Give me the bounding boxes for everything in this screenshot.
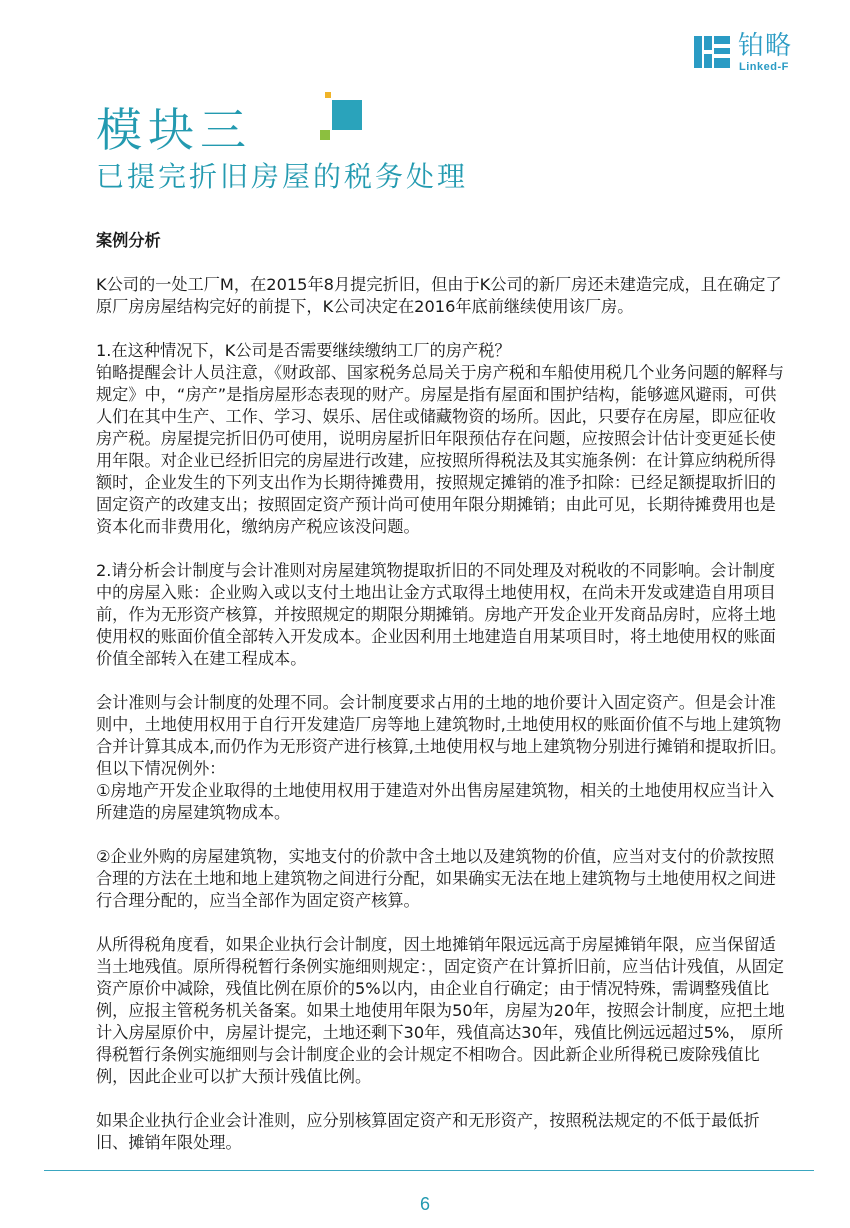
section-heading: 案例分析 — [96, 231, 161, 250]
paragraph: 会计准则与会计制度的处理不同。会计制度要求占用的土地的地价要计入固定资产。但是会计准则中，土地使用权用于自行开发建造厂房等地上建筑物时,土地使用权的账面价值不与地上建筑物合并计算其成本,而仍作为无形资产进行核算,土地使用权与地上建筑物分别进行摊销和提取折旧。但以下情况例外： — [96, 693, 787, 778]
deco-square-small — [325, 92, 331, 98]
paragraph: 从所得税角度看，如果企业执行会计制度，因土地摊销年限远远高于房屋摊销年限，应当保留适当土地残值。原所得税暂行条例实施细则规定：，固定资产在计算折旧前，应当估计残值，从固定资产原价中减除，残值比例在原价的5%以内，由企业自行确定；由于情况特殊，需调整残值比例，应报主管税务机关备案。如果土地使用年限为50年，房屋为20年，按照会计制度，应把土地计入房屋原价中，房屋计提完，土地还剩下30年，残值高达30年，残值比例远远超过5%， 原所得税暂行条例实施细则与会计制度企业的会计规定不相吻合。因此新企业所得税已废除残值比例，因此企业可以扩大预计残值比例。 — [96, 935, 785, 1086]
brand-logo — [692, 32, 810, 74]
logo-sub-text: Linked-F — [739, 61, 789, 73]
paragraph: ②企业外购的房屋建筑物，实地支付的价款中含土地以及建筑物的价值，应当对支付的价款按照合理的方法在土地和地上建筑物之间进行分配，如果确实无法在地上建筑物与土地使用权之间进行合理分配的，应当全部作为固定资产核算。 — [96, 847, 776, 910]
deco-square-large — [332, 100, 362, 130]
paragraph: 如果企业执行企业会计准则，应分别核算固定资产和无形资产，按照税法规定的不低于最低折旧、摊销年限处理。 — [96, 1111, 760, 1152]
article-body — [96, 230, 790, 1176]
footer-divider — [44, 1170, 814, 1171]
module-subtitle: 已提完折旧房屋的税务处理 — [96, 160, 469, 193]
paragraph: K公司的一处工厂M，在2015年8月提完折旧，但由于K公司的新厂房还未建造完成，且在确定了原厂房房屋结构完好的前提下，K公司决定在2016年底前继续使用该厂房。 — [96, 275, 782, 316]
paragraph: 1.在这种情况下，K公司是否需要继续缴纳工厂的房产税？ — [96, 341, 511, 360]
logo-brand-text: 铂略 — [738, 31, 793, 61]
paragraph: ①房地产开发企业取得的土地使用权用于建造对外出售房屋建筑物，相关的土地使用权应当计入所建造的房屋建筑物成本。 — [96, 781, 775, 822]
paragraph: 铂略提醒会计人员注意，《财政部、国家税务总局关于房产税和车船使用税几个业务问题的解释与规定》中，“房产”是指房屋形态表现的财产。房屋是指有屋面和围护结构，能够遮风避雨，可供人们在其中生产、工作、学习、娱乐、居住或储藏物资的场所。因此，只要存在房屋，即应征收房产税。房屋提完折旧仍可使用，说明房屋折旧年限预估存在问题，应按照会计估计变更延长使用年限。对企业已经折旧完的房屋进行改建，应按照所得税法及其实施条例：在计算应纳税所得额时，企业发生的下列支出作为长期待摊费用，按照规定摊销的准予扣除：已经足额提取折旧的固定资产的改建支出；按照固定资产预计尚可使用年限分期摊销；由此可见，长期待摊费用也是资本化而非费用化，缴纳房产税应该没问题。 — [96, 363, 784, 536]
page-number: 6 — [419, 1194, 430, 1214]
paragraph: 2.请分析会计制度与会计准则对房屋建筑物提取折旧的不同处理及对税收的不同影响。会计制度中的房屋入账：企业购入或以支付土地出让金方式取得土地使用权，在尚未开发或建造自用项目前，作为无形资产核算，并按照规定的期限分期摊销。房地产开发企业开发商品房时，应将土地使用权的账面价值全部转入开发成本。企业因利用土地建造自用某项目时，将土地使用权的账面价值全部转入在建工程成本。 — [96, 561, 776, 668]
deco-square-medium — [320, 130, 330, 140]
module-title: 模块三 — [96, 103, 252, 157]
logo-mark-icon — [692, 32, 732, 72]
